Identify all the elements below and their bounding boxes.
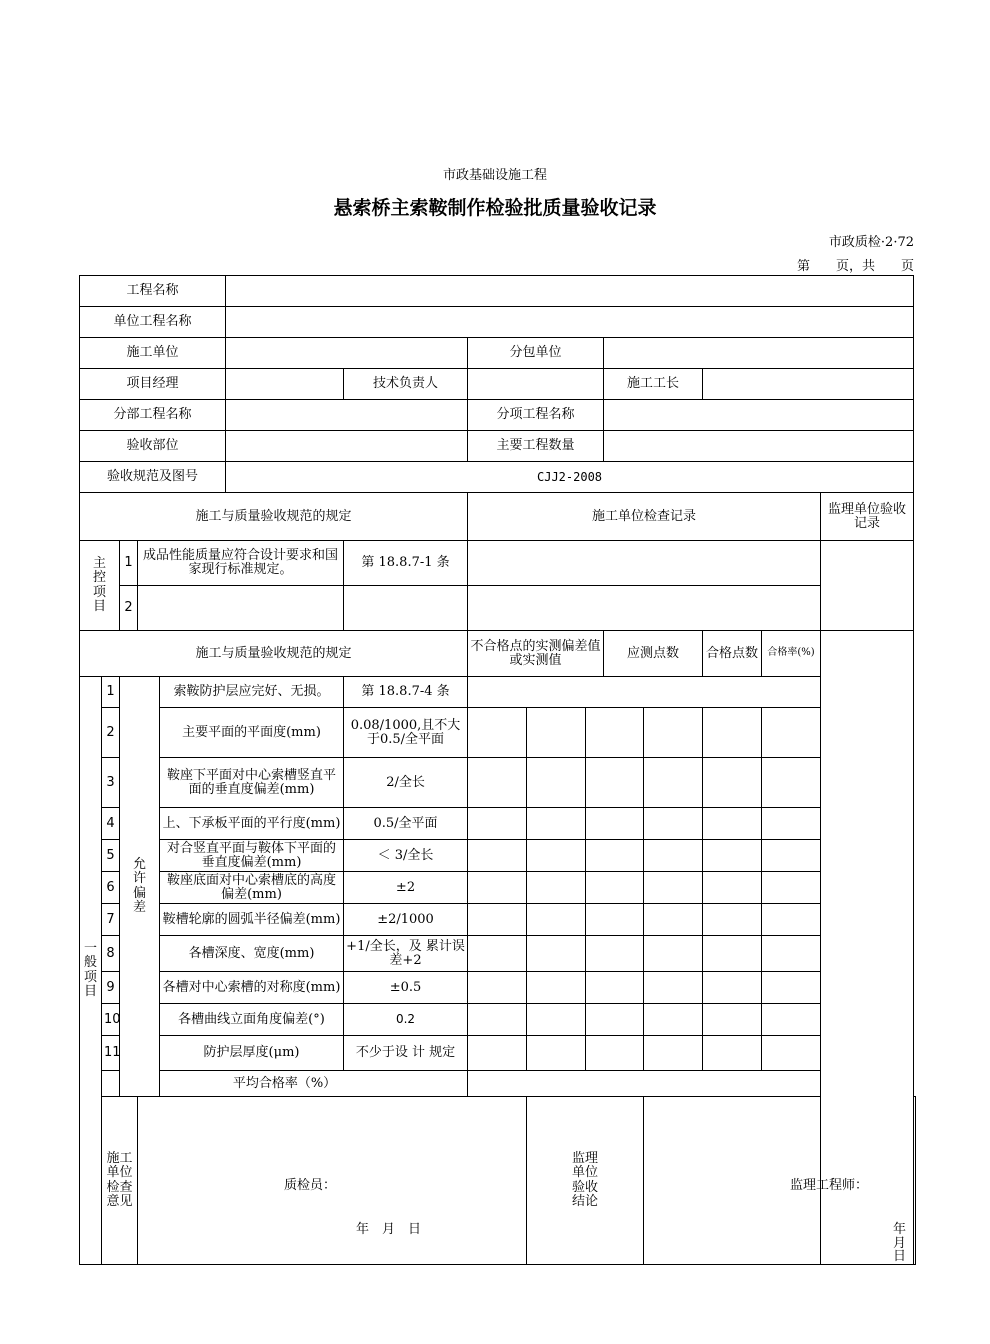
allowable-deviation-label: 允许偏差: [120, 677, 160, 1097]
pm-field[interactable]: [226, 369, 344, 400]
page-info: 第 页，共 页: [796, 259, 914, 274]
measure-cell[interactable]: [586, 840, 644, 872]
general-item-value: 2/全长: [344, 758, 468, 808]
tech-lead-field[interactable]: [468, 369, 604, 400]
measure-cell[interactable]: [527, 1004, 586, 1036]
measure-cell[interactable]: [586, 904, 644, 936]
general-item-value: ±2/1000: [344, 904, 468, 936]
general-item-description: 防护层厚度(μm): [160, 1036, 344, 1071]
should-points-header: 应测点数: [604, 631, 703, 677]
main-item-record[interactable]: [468, 541, 821, 586]
spec-header: 施工与质量验收规范的规定: [80, 493, 468, 541]
measure-cell[interactable]: [586, 872, 644, 904]
measure-cell[interactable]: [468, 936, 527, 972]
general-item-number: 6: [102, 872, 120, 904]
measure-cell[interactable]: [586, 936, 644, 972]
pm-label: 项目经理: [80, 369, 226, 400]
general-item-number: 2: [102, 708, 120, 758]
general-label: 一般项目: [80, 677, 102, 1265]
measure-cell[interactable]: [703, 936, 762, 972]
measure-cell[interactable]: [527, 840, 586, 872]
measure-cell[interactable]: [586, 1004, 644, 1036]
general-item-record[interactable]: [468, 677, 821, 708]
general-item-description: 鞍座下平面对中心索槽竖直平面的垂直度偏差(mm): [160, 758, 344, 808]
measure-cell[interactable]: [703, 872, 762, 904]
document-subtitle: 市政基础设施工程: [442, 168, 547, 183]
main-item-record[interactable]: [468, 586, 821, 631]
supervisor-conclusion-label: 监理单位验收结论: [527, 1097, 644, 1265]
main-item-number: 2: [120, 586, 138, 631]
main-item-clause: [344, 586, 468, 631]
measure-cell[interactable]: [703, 808, 762, 840]
measure-cell[interactable]: [586, 708, 644, 758]
foreman-field[interactable]: [703, 369, 914, 400]
form-code: 市政质检·2·72: [828, 235, 914, 250]
subdivision-label: 分项工程名称: [468, 400, 604, 431]
subcontractor-field[interactable]: [604, 338, 914, 369]
measure-cell[interactable]: [762, 936, 821, 972]
measure-cell[interactable]: [644, 1004, 703, 1036]
supervisor-conclusion-area[interactable]: [644, 1097, 920, 1265]
measure-cell[interactable]: [527, 808, 586, 840]
general-item-description: 鞍座底面对中心索槽底的高度偏差(mm): [160, 872, 344, 904]
measure-cell[interactable]: [468, 972, 527, 1004]
project-name-label: 工程名称: [80, 276, 226, 307]
main-item-clause: 第 18.8.7-1 条: [344, 541, 468, 586]
measure-cell[interactable]: [762, 840, 821, 872]
measure-cell[interactable]: [703, 904, 762, 936]
measure-cell[interactable]: [468, 904, 527, 936]
measure-cell[interactable]: [468, 872, 527, 904]
general-item-value: 0.2: [344, 1004, 468, 1036]
general-item-value: 0.5/全平面: [344, 808, 468, 840]
measure-cell[interactable]: [644, 708, 703, 758]
pass-rate-header: 合格率(%): [762, 631, 821, 677]
general-item-value: 第 18.8.7-4 条: [344, 677, 468, 708]
acceptance-form-table: [79, 275, 920, 1265]
general-item-description: 上、下承板平面的平行度(mm): [160, 808, 344, 840]
general-item-number: 7: [102, 904, 120, 936]
measure-cell[interactable]: [586, 972, 644, 1004]
avg-pass-rate-field[interactable]: [468, 1071, 821, 1097]
contractor-record-header: 施工单位检查记录: [468, 493, 821, 541]
subdivision-field[interactable]: [604, 400, 914, 431]
measure-cell[interactable]: [468, 1004, 527, 1036]
general-item-value: ＜ 3/全长: [344, 840, 468, 872]
measure-cell[interactable]: [644, 904, 703, 936]
measure-cell[interactable]: [527, 904, 586, 936]
acceptance-part-field[interactable]: [226, 431, 468, 462]
measure-cell[interactable]: [644, 936, 703, 972]
measure-cell[interactable]: [762, 972, 821, 1004]
supervisor-date: 年 月 日: [893, 1222, 920, 1265]
measure-cell[interactable]: [644, 972, 703, 1004]
general-item-value: 0.08/1000,且不大于0.5/全平面: [344, 708, 468, 758]
main-supervisor-record[interactable]: [821, 541, 914, 631]
measure-cell[interactable]: [527, 872, 586, 904]
general-item-description: 对合竖直平面与鞍体下平面的垂直度偏差(mm): [160, 840, 344, 872]
main-item-description: 成品性能质量应符合设计要求和国家现行标准规定。: [138, 541, 344, 586]
general-item-description: 各槽对中心索槽的对称度(mm): [160, 972, 344, 1004]
measure-cell[interactable]: [644, 808, 703, 840]
measure-cell[interactable]: [586, 758, 644, 808]
measure-cell[interactable]: [762, 872, 821, 904]
general-item-number: 8: [102, 936, 120, 972]
contractor-label: 施工单位: [80, 338, 226, 369]
general-item-value: ±0.5: [344, 972, 468, 1004]
standard-label: 验收规范及图号: [80, 462, 226, 493]
measure-cell[interactable]: [762, 1004, 821, 1036]
measure-cell[interactable]: [644, 840, 703, 872]
measure-cell[interactable]: [644, 872, 703, 904]
contractor-opinion-label: 施工单位检查意见: [102, 1097, 138, 1265]
measure-cell[interactable]: [527, 972, 586, 1004]
measured-header: 不合格点的实测偏差值或实测值: [468, 631, 604, 677]
measure-cell[interactable]: [527, 936, 586, 972]
contractor-date: 年 月 日: [356, 1222, 422, 1237]
foreman-label: 施工工长: [604, 369, 703, 400]
measure-cell[interactable]: [586, 1036, 644, 1071]
main-quantity-field[interactable]: [604, 431, 914, 462]
measure-cell[interactable]: [703, 1004, 762, 1036]
unit-project-field[interactable]: [226, 307, 914, 338]
contractor-opinion-area[interactable]: [138, 1097, 527, 1265]
division-label: 分部工程名称: [80, 400, 226, 431]
supervisor-record-header: 监理单位验收记录: [821, 493, 914, 541]
contractor-field[interactable]: [226, 338, 468, 369]
measure-cell[interactable]: [762, 904, 821, 936]
measure-cell[interactable]: [762, 1036, 821, 1071]
measure-cell[interactable]: [703, 708, 762, 758]
general-item-number: 11: [102, 1036, 120, 1071]
general-item-description: 鞍槽轮廓的圆弧半径偏差(mm): [160, 904, 344, 936]
standard-value[interactable]: CJJ2-2008: [226, 462, 914, 493]
tech-lead-label: 技术负责人: [344, 369, 468, 400]
acceptance-part-label: 验收部位: [80, 431, 226, 462]
document-title: 悬索桥主索鞍制作检验批质量验收记录: [333, 197, 657, 219]
measure-cell[interactable]: [468, 758, 527, 808]
general-item-value: ±2: [344, 872, 468, 904]
measure-cell[interactable]: [468, 1036, 527, 1071]
subcontractor-label: 分包单位: [468, 338, 604, 369]
measure-cell[interactable]: [468, 708, 527, 758]
engineer-label: 监理工程师：: [790, 1178, 869, 1193]
measure-cell[interactable]: [468, 808, 527, 840]
division-field[interactable]: [226, 400, 468, 431]
general-item-number: 3: [102, 758, 120, 808]
measure-cell[interactable]: [644, 1036, 703, 1071]
main-quantity-label: 主要工程数量: [468, 431, 604, 462]
measure-cell[interactable]: [703, 972, 762, 1004]
general-item-number: 1: [102, 677, 120, 708]
general-item-number: 4: [102, 808, 120, 840]
general-item-description: 主要平面的平面度(mm): [160, 708, 344, 758]
measure-cell[interactable]: [527, 708, 586, 758]
general-item-description: 索鞍防护层应完好、无损。: [160, 677, 344, 708]
measure-cell[interactable]: [644, 758, 703, 808]
general-item-number: 5: [102, 840, 120, 872]
general-item-description: 各槽曲线立面角度偏差(°): [160, 1004, 344, 1036]
unit-project-label: 单位工程名称: [80, 307, 226, 338]
measure-cell[interactable]: [703, 840, 762, 872]
general-item-value: +1/全长，及 累计误差+2: [344, 936, 468, 972]
pass-points-header: 合格点数: [703, 631, 762, 677]
main-control-label: 主控项目: [80, 541, 120, 631]
general-item-number: 9: [102, 972, 120, 1004]
avg-pass-rate-label: 平均合格率（%）: [102, 1071, 468, 1097]
measure-cell[interactable]: [762, 808, 821, 840]
measure-cell[interactable]: [762, 758, 821, 808]
general-item-value: 不少于设 计 规定: [344, 1036, 468, 1071]
measure-cell[interactable]: [586, 808, 644, 840]
measure-cell[interactable]: [527, 758, 586, 808]
measure-cell[interactable]: [527, 1036, 586, 1071]
measure-cell[interactable]: [703, 1036, 762, 1071]
measure-cell[interactable]: [703, 758, 762, 808]
project-name-field[interactable]: [226, 276, 914, 307]
general-item-description: 各槽深度、宽度(mm): [160, 936, 344, 972]
general-item-number: 10: [102, 1004, 120, 1036]
main-item-description: [138, 586, 344, 631]
main-item-number: 1: [120, 541, 138, 586]
spec-header: 施工与质量验收规范的规定: [80, 631, 468, 677]
measure-cell[interactable]: [762, 708, 821, 758]
measure-cell[interactable]: [468, 840, 527, 872]
inspector-label: 质检员：: [284, 1178, 337, 1193]
